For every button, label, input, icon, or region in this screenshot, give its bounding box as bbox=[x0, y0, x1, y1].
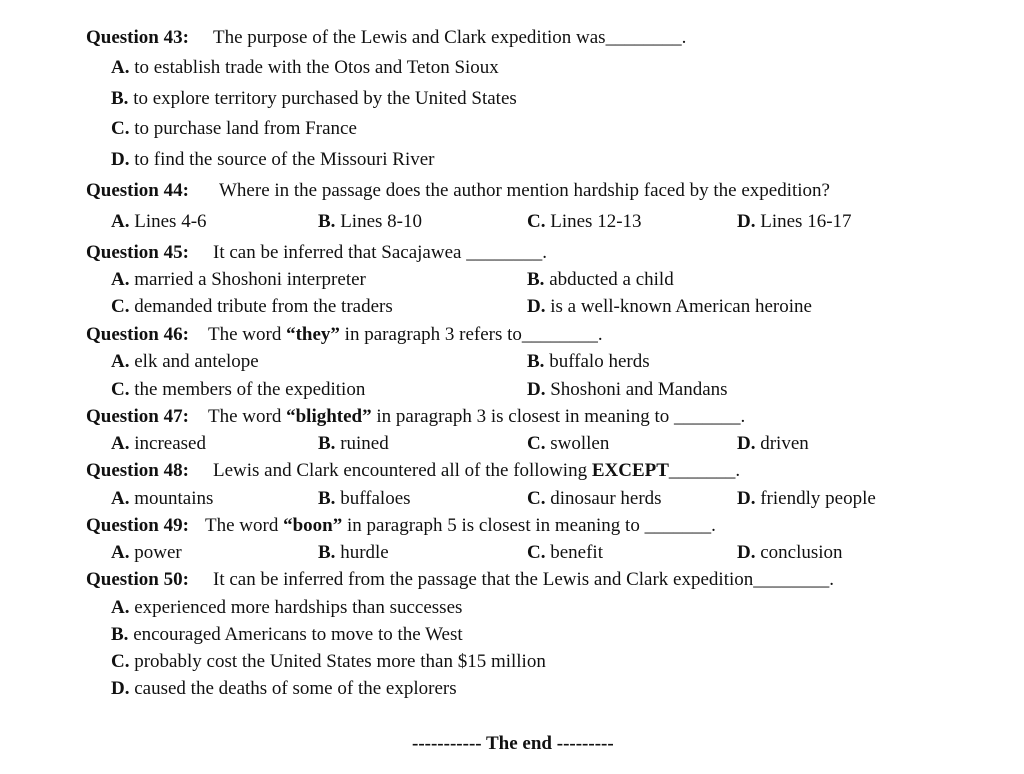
option-letter: A. bbox=[111, 433, 130, 454]
question-43-option-a bbox=[0, 55, 1024, 81]
question-stem: It can be inferred from the passage that the Lewis and Clark expedition________. bbox=[213, 569, 834, 590]
option-letter: C. bbox=[527, 542, 546, 563]
question-43-header bbox=[0, 25, 1024, 51]
question-50-option-c bbox=[0, 649, 1024, 675]
option-text: caused the deaths of some of the explorers bbox=[134, 678, 457, 699]
option-text: power bbox=[134, 542, 182, 563]
option-text: to find the source of the Missouri River bbox=[134, 149, 435, 170]
question-48-options bbox=[0, 486, 1024, 512]
the-end-footer: ----------- The end --------- bbox=[412, 733, 614, 754]
option-text: to explore territory purchased by the United States bbox=[133, 88, 517, 109]
option-text: probably cost the United States more than $15 million bbox=[134, 651, 546, 672]
option-text: is a well-known American heroine bbox=[550, 296, 812, 317]
question-47-options bbox=[0, 431, 1024, 457]
stem-text: The word bbox=[208, 324, 282, 345]
option-text: benefit bbox=[550, 542, 603, 563]
stem-text: in paragraph 5 is closest in meaning to _______. bbox=[346, 515, 716, 536]
option-text: buffaloes bbox=[340, 488, 411, 509]
option-text: Lines 4-6 bbox=[134, 211, 207, 232]
option-d bbox=[527, 377, 728, 403]
question-stem: Where in the passage does the author mention hardship faced by the expedition? bbox=[219, 180, 830, 201]
option-b bbox=[318, 431, 389, 457]
question-43-option-c bbox=[0, 116, 1024, 142]
question-50-option-a bbox=[0, 595, 1024, 621]
option-letter: B. bbox=[318, 433, 336, 454]
option-text: the members of the expedition bbox=[134, 379, 366, 400]
option-c bbox=[527, 431, 609, 457]
option-a bbox=[111, 540, 182, 566]
option-letter: B. bbox=[318, 211, 336, 232]
question-stem bbox=[213, 25, 686, 51]
option-text: ruined bbox=[340, 433, 389, 454]
question-46-header bbox=[0, 322, 1024, 348]
option-text: married a Shoshoni interpreter bbox=[134, 269, 366, 290]
question-label: Question 48: bbox=[86, 460, 189, 481]
option-text: elk and antelope bbox=[134, 351, 259, 372]
question-stem: It can be inferred that Sacajawea ________. bbox=[213, 242, 547, 263]
option-text: hurdle bbox=[340, 542, 389, 563]
option-b bbox=[318, 209, 422, 235]
option-text: dinosaur herds bbox=[550, 488, 662, 509]
option-letter: C. bbox=[111, 296, 130, 317]
question-stem bbox=[213, 458, 740, 484]
option-letter: A. bbox=[111, 597, 130, 618]
question-44-options bbox=[0, 209, 1024, 235]
option-text: experienced more hardships than successes bbox=[134, 597, 463, 618]
question-50-option-b bbox=[0, 622, 1024, 648]
option-letter: D. bbox=[527, 296, 546, 317]
option-letter: C. bbox=[527, 488, 546, 509]
option-c bbox=[527, 540, 603, 566]
option-c bbox=[527, 209, 642, 235]
option-d bbox=[737, 431, 809, 457]
option-a bbox=[111, 486, 213, 512]
option-a bbox=[111, 349, 259, 375]
stem-blank: ________. bbox=[605, 27, 687, 48]
option-letter: A. bbox=[111, 542, 130, 563]
option-letter: C. bbox=[527, 433, 546, 454]
option-letter: D. bbox=[111, 678, 130, 699]
question-label: Question 50: bbox=[86, 569, 189, 590]
question-46-options-row2 bbox=[0, 377, 1024, 403]
option-text: Lines 12-13 bbox=[550, 211, 642, 232]
stem-blank: _______. bbox=[668, 460, 741, 481]
option-text: Lines 16-17 bbox=[760, 211, 852, 232]
option-a bbox=[111, 431, 206, 457]
question-label: Question 49: bbox=[86, 515, 189, 536]
stem-text: The word bbox=[208, 406, 282, 427]
stem-text: Lewis and Clark encountered all of the following bbox=[213, 460, 588, 481]
option-letter: D. bbox=[737, 542, 756, 563]
option-letter: A. bbox=[111, 57, 130, 78]
question-46-options-row1 bbox=[0, 349, 1024, 375]
question-50-option-d bbox=[0, 676, 1024, 702]
option-text: mountains bbox=[134, 488, 214, 509]
option-text: conclusion bbox=[760, 542, 843, 563]
question-label: Question 44: bbox=[86, 180, 189, 201]
option-letter: C. bbox=[111, 379, 130, 400]
question-stem bbox=[205, 513, 716, 539]
option-text: friendly people bbox=[760, 488, 876, 509]
option-letter: C. bbox=[527, 211, 546, 232]
option-text: abducted a child bbox=[549, 269, 674, 290]
question-47-header bbox=[0, 404, 1024, 430]
question-label: Question 47: bbox=[86, 406, 189, 427]
stem-text: in paragraph 3 is closest in meaning to _______. bbox=[376, 406, 746, 427]
option-letter: D. bbox=[111, 149, 130, 170]
stem-keyword: “boon” bbox=[283, 515, 343, 536]
option-text: demanded tribute from the traders bbox=[134, 296, 393, 317]
stem-keyword: “they” bbox=[286, 324, 340, 345]
stem-keyword: EXCEPT bbox=[591, 460, 669, 481]
stem-keyword: “blighted” bbox=[286, 406, 372, 427]
option-letter: C. bbox=[111, 651, 130, 672]
option-letter: C. bbox=[111, 118, 130, 139]
option-text: swollen bbox=[550, 433, 610, 454]
option-d bbox=[527, 294, 812, 320]
option-d bbox=[737, 540, 843, 566]
option-letter: A. bbox=[111, 211, 130, 232]
option-letter: A. bbox=[111, 351, 130, 372]
stem-text: The purpose of the Lewis and Clark expedition was bbox=[213, 27, 606, 48]
question-45-header bbox=[0, 240, 1024, 266]
question-43-option-d bbox=[0, 147, 1024, 173]
option-letter: B. bbox=[111, 88, 129, 109]
option-letter: D. bbox=[527, 379, 546, 400]
option-text: to purchase land from France bbox=[134, 118, 357, 139]
option-c bbox=[111, 294, 393, 320]
option-a bbox=[111, 209, 207, 235]
footer-line bbox=[0, 731, 1024, 757]
option-letter: A. bbox=[111, 269, 130, 290]
option-text: increased bbox=[134, 433, 206, 454]
option-letter: D. bbox=[737, 433, 756, 454]
option-text: Shoshoni and Mandans bbox=[550, 379, 728, 400]
option-d bbox=[737, 486, 876, 512]
question-label: Question 43: bbox=[86, 27, 189, 48]
question-label: Question 45: bbox=[86, 242, 189, 263]
option-b bbox=[527, 267, 674, 293]
option-letter: B. bbox=[318, 488, 336, 509]
option-text: buffalo herds bbox=[549, 351, 650, 372]
question-48-header bbox=[0, 458, 1024, 484]
option-text: to establish trade with the Otos and Teton Sioux bbox=[134, 57, 499, 78]
question-45-options-row1 bbox=[0, 267, 1024, 293]
option-letter: B. bbox=[111, 624, 129, 645]
option-text: encouraged Americans to move to the West bbox=[133, 624, 463, 645]
option-c bbox=[111, 377, 365, 403]
stem-text: The word bbox=[205, 515, 279, 536]
question-49-options bbox=[0, 540, 1024, 566]
option-letter: D. bbox=[737, 488, 756, 509]
option-text: Lines 8-10 bbox=[340, 211, 422, 232]
option-letter: B. bbox=[318, 542, 336, 563]
question-44-header bbox=[0, 178, 1024, 204]
question-stem bbox=[208, 322, 603, 348]
option-letter: D. bbox=[737, 211, 756, 232]
question-50-header bbox=[0, 567, 1024, 593]
option-letter: B. bbox=[527, 351, 545, 372]
option-b bbox=[318, 486, 411, 512]
option-a bbox=[111, 267, 366, 293]
option-d bbox=[737, 209, 852, 235]
option-b bbox=[527, 349, 650, 375]
stem-text: in paragraph 3 refers to________. bbox=[344, 324, 603, 345]
option-b bbox=[318, 540, 389, 566]
question-43-option-b bbox=[0, 86, 1024, 112]
option-letter: B. bbox=[527, 269, 545, 290]
option-letter: A. bbox=[111, 488, 130, 509]
option-c bbox=[527, 486, 662, 512]
question-49-header bbox=[0, 513, 1024, 539]
question-stem bbox=[208, 404, 745, 430]
question-label: Question 46: bbox=[86, 324, 189, 345]
option-text: driven bbox=[760, 433, 809, 454]
question-45-options-row2 bbox=[0, 294, 1024, 320]
